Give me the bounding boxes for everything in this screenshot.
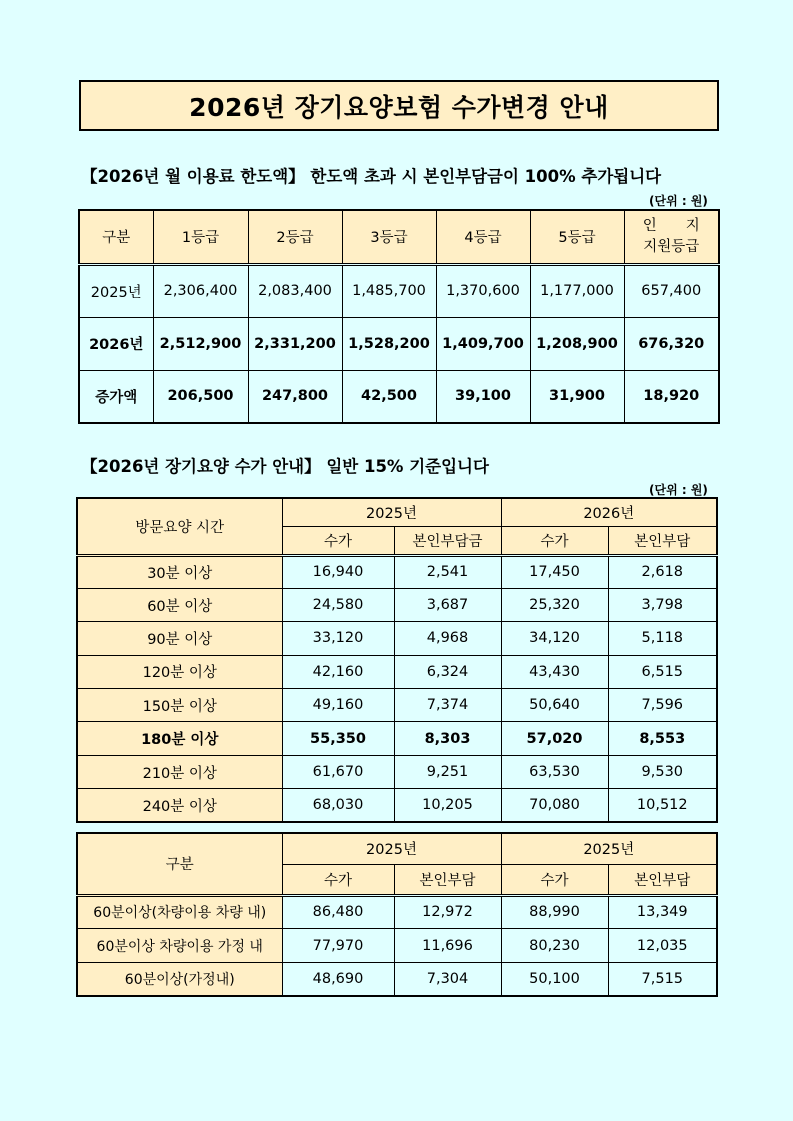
table-cell: 42,160	[282, 655, 394, 688]
table-cell: 657,400	[624, 264, 719, 317]
table-cell: 39,100	[436, 370, 530, 423]
table-row	[79, 264, 719, 317]
sub-header: 본인부담	[608, 527, 717, 556]
table-cell: 33,120	[282, 622, 394, 655]
table-cell: 86,480	[282, 895, 394, 929]
header-cell: 1등급	[153, 210, 248, 264]
table-cell: 1,528,200	[342, 317, 436, 370]
table-cell: 61,670	[282, 755, 394, 788]
header-cell: 구분	[79, 210, 153, 264]
table-cell: 247,800	[248, 370, 342, 423]
table-cell: 18,920	[624, 370, 719, 423]
page-title: 2026년 장기요양보험 수가변경 안내	[79, 80, 719, 131]
row-label: 210분 이상	[77, 755, 282, 788]
table-row	[77, 722, 717, 755]
table-cell: 1,370,600	[436, 264, 530, 317]
table-row	[77, 895, 717, 929]
table-cell: 10,512	[608, 789, 717, 822]
table-cell: 11,696	[394, 929, 501, 963]
row-label: 120분 이상	[77, 655, 282, 688]
row-label: 30분 이상	[77, 555, 282, 588]
sub-header: 본인부담	[608, 864, 717, 895]
sub-header: 수가	[501, 864, 608, 895]
corner-header: 구분	[77, 833, 282, 895]
table-cell: 48,690	[282, 962, 394, 996]
table-cell: 1,177,000	[530, 264, 624, 317]
row-label: 60분 이상	[77, 588, 282, 621]
unit-label: (단위 : 원)	[649, 483, 708, 497]
table-cell: 68,030	[282, 789, 394, 822]
table-cell: 50,640	[501, 689, 608, 722]
table-cell: 7,596	[608, 689, 717, 722]
sub-header: 본인부담금	[394, 527, 501, 556]
header-cell: 2등급	[248, 210, 342, 264]
table-cell: 6,515	[608, 655, 717, 688]
table-cell: 49,160	[282, 689, 394, 722]
table-row	[77, 622, 717, 655]
table-cell: 70,080	[501, 789, 608, 822]
header-cell: 5등급	[530, 210, 624, 264]
table-cell: 2,331,200	[248, 317, 342, 370]
table-cell: 12,972	[394, 895, 501, 929]
header-cell: 3등급	[342, 210, 436, 264]
row-label: 60분이상(가정내)	[77, 962, 282, 996]
table-row	[79, 317, 719, 370]
table-cell: 31,900	[530, 370, 624, 423]
row-label: 90분 이상	[77, 622, 282, 655]
table-row	[77, 962, 717, 996]
vehicle-visit-fee-table	[76, 832, 718, 997]
table-cell: 55,350	[282, 722, 394, 755]
table-cell: 4,968	[394, 622, 501, 655]
table-row	[77, 755, 717, 788]
header-cell	[624, 210, 719, 264]
table-cell: 24,580	[282, 588, 394, 621]
row-label: 180분 이상	[77, 722, 282, 755]
table-cell: 17,450	[501, 555, 608, 588]
table-cell: 7,515	[608, 962, 717, 996]
table-cell: 43,430	[501, 655, 608, 688]
header-cell-line: 지원등급	[643, 238, 700, 255]
visit-care-fee-table	[76, 497, 718, 823]
table-cell: 16,940	[282, 555, 394, 588]
table-cell: 206,500	[153, 370, 248, 423]
table-cell: 1,409,700	[436, 317, 530, 370]
table-cell: 57,020	[501, 722, 608, 755]
table-cell: 77,970	[282, 929, 394, 963]
table-cell: 2,512,900	[153, 317, 248, 370]
table-row	[77, 789, 717, 822]
year-header: 2025년	[501, 833, 717, 864]
year-header: 2025년	[282, 498, 501, 527]
year-header: 2025년	[282, 833, 501, 864]
table-cell: 34,120	[501, 622, 608, 655]
table-cell: 2,541	[394, 555, 501, 588]
table-cell: 3,798	[608, 588, 717, 621]
row-label: 2026년	[79, 317, 153, 370]
row-label: 2025년	[79, 264, 153, 317]
table-row	[77, 588, 717, 621]
table-row	[77, 689, 717, 722]
table-cell: 3,687	[394, 588, 501, 621]
sub-header: 수가	[501, 527, 608, 556]
sub-header: 수가	[282, 527, 394, 556]
table-cell: 676,320	[624, 317, 719, 370]
section-heading-monthly-limit: 【2026년 월 이용료 한도액】 한도액 초과 시 본인부담금이 100% 추가됩니다	[81, 167, 662, 186]
table-cell: 8,303	[394, 722, 501, 755]
table-cell: 42,500	[342, 370, 436, 423]
table-row	[79, 370, 719, 423]
table-cell: 2,083,400	[248, 264, 342, 317]
sub-header: 수가	[282, 864, 394, 895]
corner-header: 방문요양 시간	[77, 498, 282, 555]
table-cell: 63,530	[501, 755, 608, 788]
table-row	[77, 929, 717, 963]
table-cell: 10,205	[394, 789, 501, 822]
table-cell: 2,306,400	[153, 264, 248, 317]
year-header: 2026년	[501, 498, 717, 527]
table-cell: 12,035	[608, 929, 717, 963]
table-cell: 25,320	[501, 588, 608, 621]
table-cell: 2,618	[608, 555, 717, 588]
table-cell: 6,324	[394, 655, 501, 688]
table-cell: 7,374	[394, 689, 501, 722]
table-cell: 9,530	[608, 755, 717, 788]
table-cell: 80,230	[501, 929, 608, 963]
table-cell: 1,485,700	[342, 264, 436, 317]
row-label: 60분이상(차량이용 차량 내)	[77, 895, 282, 929]
table-cell: 9,251	[394, 755, 501, 788]
sub-header: 본인부담	[394, 864, 501, 895]
unit-label: (단위 : 원)	[649, 194, 708, 208]
table-cell: 7,304	[394, 962, 501, 996]
table-cell: 13,349	[608, 895, 717, 929]
row-label: 240분 이상	[77, 789, 282, 822]
table-cell: 5,118	[608, 622, 717, 655]
section-heading-fee-guide: 【2026년 장기요양 수가 안내】 일반 15% 기준입니다	[81, 457, 489, 476]
row-label: 150분 이상	[77, 689, 282, 722]
header-cell-line: 인 지	[642, 217, 700, 234]
table-row	[77, 555, 717, 588]
row-label: 증가액	[79, 370, 153, 423]
table-row	[77, 655, 717, 688]
table-cell: 1,208,900	[530, 317, 624, 370]
header-cell: 4등급	[436, 210, 530, 264]
monthly-limit-table	[78, 209, 720, 424]
table-cell: 8,553	[608, 722, 717, 755]
row-label: 60분이상 차량이용 가정 내	[77, 929, 282, 963]
table-cell: 88,990	[501, 895, 608, 929]
table-cell: 50,100	[501, 962, 608, 996]
